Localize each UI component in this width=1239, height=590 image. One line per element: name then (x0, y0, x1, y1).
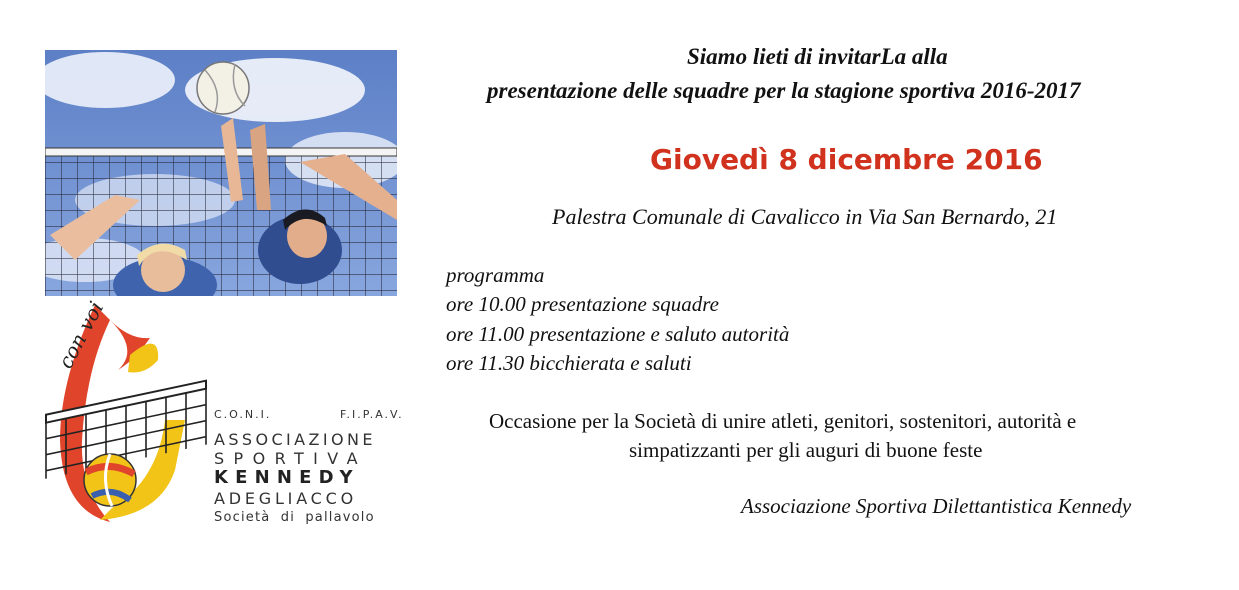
logo-kennedy: KENNEDY (214, 467, 360, 488)
program-item: ore 11.30 bicchierata e saluti (446, 351, 692, 375)
program-item: ore 11.00 presentazione e saluto autorità (446, 322, 790, 346)
occasion-text: Occasione per la Società di unire atleti, genitori, sostenitori, autorità e (489, 409, 1077, 433)
signature: Associazione Sportiva Dilettantistica Kennedy (741, 494, 1132, 518)
logo-coni: C.O.N.I. (214, 408, 272, 421)
invitation-intro: Siamo lieti di invitarLa alla (687, 44, 948, 69)
event-date: Giovedì 8 dicembre 2016 (650, 143, 1043, 176)
logo-societa: Società di pallavolo (214, 510, 375, 525)
logo-fipav: F.I.P.A.V. (340, 408, 404, 421)
logo-script: con voi (53, 300, 109, 373)
event-venue: Palestra Comunale di Cavalicco in Via San Bernardo, 21 (552, 204, 1058, 229)
logo-associazione: ASSOCIAZIONE (214, 430, 376, 449)
occasion-text: simpatizzanti per gli auguri di buone feste (629, 438, 983, 462)
program-item: ore 10.00 presentazione squadre (446, 292, 719, 316)
volleyball-photo (45, 50, 397, 296)
invitation-subject: presentazione delle squadre per la stagione sportiva 2016-2017 (487, 78, 1081, 103)
program-title: programma (446, 263, 545, 287)
logo-adegliacco: ADEGLIACCO (214, 489, 358, 508)
logo-sportiva: SPORTIVA (214, 449, 367, 468)
